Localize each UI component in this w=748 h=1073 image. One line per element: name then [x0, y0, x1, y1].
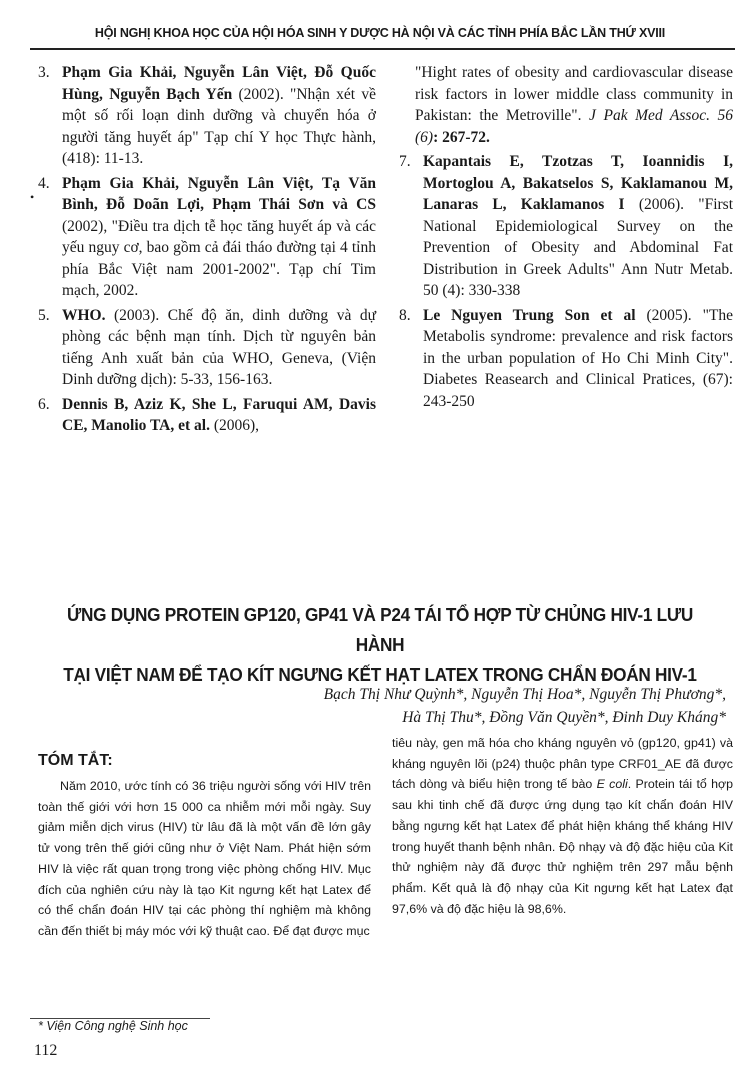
reference-item	[399, 151, 733, 302]
reference-item	[38, 173, 376, 302]
reference-text: "Hight rates of obesity and cardiovascular disease risk factors in lower middle class community in Pakistan: the Metroville".	[415, 64, 733, 124]
reference-authors: Dennis B, Aziz K, She L, Faruqui AM, Davis CE, Manolio TA, et al.	[62, 395, 376, 434]
article-authors-line-1: Bạch Thị Như Quỳnh*, Nguyễn Thị Hoa*, Nguyễn Thị Phương*,	[323, 686, 726, 703]
page-number: 112	[34, 1042, 58, 1059]
article-title-line-1: ỨNG DỤNG PROTEIN GP120, GP41 VÀ P24 TÁI TỔ HỢP TỪ CHỦNG HIV-1 LƯU HÀNH	[66, 604, 694, 655]
reference-number: 7.	[399, 153, 411, 170]
scan-mark: •	[30, 190, 35, 204]
abstract-text-right	[392, 733, 733, 919]
abstract-text: tiêu này, gen mã hóa cho kháng nguyên vỏ (gp120, gp41) và kháng nguyên lõi (p24) thuộc phân type CRF01_AE đã được tách dòng và biểu hiện trong tế bào	[392, 736, 733, 792]
running-header: HỘI NGHỊ KHOA HỌC CỦA HỘI HÓA SINH Y DƯỢC HÀ NỘI VÀ CÁC TỈNH PHÍA BẮC LẦN THỨ XVIII	[94, 26, 666, 40]
reference-number: 5.	[38, 306, 50, 324]
abstract-text: . Protein tái tổ hợp sau khi tinh chế đã được ứng dụng tạo kít chẩn đoán HIV bằng ngưng kết hạt Latex để phát hiện kháng thể kháng HIV trong huyết thanh bệnh nhân. Độ nhạy và độ đặc hiệu của Kit thử nghiệm này đã được thử nghiệm trên 297 mẫu bệnh phẩm. Kết quả là độ nhạy của Kit ngưng kết hạt Latex đạt 97,6% và độ đặc hiệu là 98,6%.	[392, 777, 733, 916]
article-title-line-2: TẠI VIỆT NAM ĐỂ TẠO KÍT NGƯNG KẾT HẠT LATEX TRONG CHẨN ĐOÁN HIV-1	[63, 664, 697, 685]
abstract-heading: TÓM TẮT:	[38, 752, 113, 769]
references-left-column	[38, 62, 376, 440]
reference-authors: WHO.	[62, 306, 106, 324]
abstract-text-left: Năm 2010, ước tính có 36 triệu người sống với HIV trên toàn thế giới với hơn 15 000 ca nhiễm mới mỗi ngày. Suy giảm miễn dịch virus (HIV) từ lâu đã là một vấn đề lớn gây tử vong trên thế giới cũng như ở Việt Nam. Phát hiện sớm HIV là việc rất quan trọng trong việc phòng chống HIV. Mục đích của nghiên cứu này là tạo Kit ngưng kết hạt Latex để có thể chẩn đoán HIV tại các phòng thí nghiệm mà không cần đến thiết bị máy móc với kỹ thuật cao. Để đạt được mục	[38, 779, 371, 938]
reference-number: 4.	[38, 174, 50, 192]
reference-number: 6.	[38, 395, 50, 413]
reference-item	[38, 394, 376, 437]
article-authors-line-2: Hà Thị Thu*, Đồng Văn Quyền*, Đinh Duy Kháng*	[402, 709, 726, 726]
affiliation-footnote: * Viện Công nghệ Sinh học	[38, 1019, 188, 1033]
reference-number: 8.	[399, 306, 411, 324]
references-right-column	[399, 62, 733, 415]
reference-item	[38, 62, 376, 170]
reference-authors: Kapantais E, Tzotzas T, Ioannidis I, Mortoglou A, Bakatselos S, Kaklamanou M, Lanaras L, Kaklamanos I	[423, 153, 733, 213]
reference-item	[38, 305, 376, 391]
reference-text: (2003). Chế độ ăn, dinh dưỡng và dự phòng các bệnh mạn tính. Dịch từ nguyên bản tiếng Anh xuất bản của WHO, Geneva, (Viện Dinh dưỡng dịch): 5-33, 156-163.	[62, 306, 376, 388]
reference-pages: : 267-72.	[433, 128, 490, 146]
reference-continuation	[399, 62, 733, 148]
abstract-organism: E coli	[596, 777, 628, 792]
article-authors	[324, 683, 726, 729]
article-title	[55, 600, 706, 690]
reference-number: 3.	[38, 64, 50, 81]
reference-authors: Phạm Gia Khải, Nguyễn Lân Việt, Đỗ Quốc Hùng, Nguyễn Bạch Yến	[62, 64, 376, 103]
reference-text: (2002), "Điều tra dịch tễ học tăng huyết áp và các yếu nguy cơ, bao gồm cả đái tháo đường tại 4 tỉnh phía Bắc Việt nam 2001-2002". Tạp chí Tim mạch, 2002.	[62, 217, 376, 299]
reference-journal: J Pak Med Assoc. 56 (6)	[415, 107, 734, 146]
reference-item	[399, 305, 733, 413]
header-rule	[30, 48, 735, 50]
reference-text: (2006),	[209, 417, 260, 434]
reference-authors: Phạm Gia Khải, Nguyễn Lân Việt, Tạ Văn Bình, Đỗ Doãn Lợi, Phạm Thái Sơn và CS	[62, 174, 376, 213]
reference-authors: Le Nguyen Trung Son et al	[423, 306, 636, 324]
reference-text: (2002). "Nhận xét về một số rối loạn dinh dưỡng và chuyển hóa ở người tăng huyết áp" Tạp chí Y học Thực hành, (418): 11-13.	[62, 85, 376, 167]
reference-text: (2006). "First National Epidemiological Survey on the Prevention of Obesity and Abdominal Fat Distribution in Greek Adults" Ann Nutr Metab. 50 (4): 330-338	[423, 196, 733, 299]
reference-text: (2005). "The Metabolis syndrome: prevalence and risk factors in the urban population of Ho Chi Minh City". Diabetes Reasearch and Clinical Pratices, (67): 243-250	[423, 306, 734, 410]
